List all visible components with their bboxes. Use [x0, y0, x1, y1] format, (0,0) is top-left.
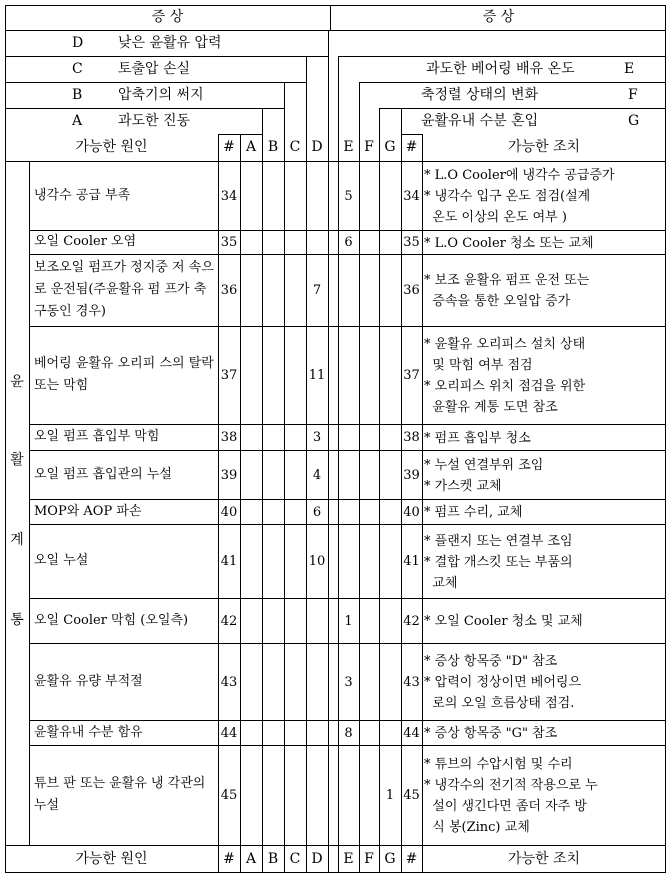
row-number-right: 41: [403, 554, 420, 569]
action-line: * 윤활유 오리피스 설치 상태: [424, 337, 586, 352]
row-number-right: 44: [403, 725, 420, 741]
cause-cell: 오일 펌프 흡입부 막힘: [34, 429, 160, 444]
col-a-footer: A: [245, 851, 257, 867]
row-number: 41: [220, 554, 238, 569]
row-number: 43: [220, 674, 238, 690]
cause-cell: 튜브 판 또는 윤활유 냉 각관의 누설: [34, 776, 206, 813]
symptom-title-left: 증 상: [151, 9, 184, 25]
col-b-footer: B: [267, 851, 279, 867]
action-line: 교체: [424, 575, 458, 591]
group-label-char: 윤: [10, 374, 24, 390]
row-number: 45: [220, 788, 238, 803]
row-number: 44: [220, 725, 238, 741]
symptom-d-rank: 7: [312, 283, 322, 298]
row-number-right: 39: [403, 467, 420, 483]
col-d-header: D: [311, 139, 323, 155]
col-c-footer: C: [289, 851, 301, 867]
symptom-b-label: 압축기의 써지: [118, 87, 204, 103]
col-c-header: C: [289, 139, 301, 155]
symptom-e-label: 과도한 베어링 배유 온도: [426, 61, 575, 77]
symptom-g-label: 윤활유내 수분 혼입: [421, 113, 539, 129]
symptom-d-rank: 3: [312, 430, 322, 445]
symptom-g-rank: 1: [385, 788, 395, 803]
col-action-header: 가능한 조치: [507, 139, 581, 155]
cause-cell: 오일 Cooler 오염: [34, 234, 137, 249]
row-number-right: 36: [403, 283, 420, 298]
action-line: * 결합 개스킷 또는 부품의: [424, 554, 573, 570]
action-line: * 가스켓 교체: [424, 478, 502, 494]
row-number-right: 40: [403, 504, 420, 520]
cause-cell: 베어링 윤활유 오리피 스의 탈락 또는 막힘: [34, 356, 214, 393]
row-number: 36: [220, 283, 238, 298]
row-number-right: 38: [403, 430, 420, 445]
symptom-d-label: 낮은 윤활유 압력: [118, 35, 222, 51]
action-line: 증속을 통한 오일압 증가: [424, 294, 571, 309]
symptom-d-rank: 4: [312, 467, 322, 483]
action-line: 및 막힘 여부 점검: [424, 358, 533, 373]
row-number-right: 43: [403, 674, 420, 690]
action-line: * 오리피스 위치 점검을 위한: [424, 379, 586, 394]
action-line: * 압력이 정상이면 베어링으: [424, 675, 582, 690]
symptom-d-rank: 6: [312, 504, 322, 520]
col-num2-header: #: [405, 139, 418, 155]
symptom-e-rank: 6: [344, 235, 353, 250]
action-line: * 증상 항목중 "G" 참조: [424, 726, 558, 741]
symptom-a-label: 과도한 진동: [118, 113, 191, 129]
row-number: 39: [220, 467, 238, 483]
action-line: * 튜브의 수압시험 및 수리: [424, 757, 573, 772]
symptom-g-code: G: [628, 113, 640, 129]
action-line: * 보조 윤활유 펌프 운전 또는: [424, 273, 590, 288]
col-g-footer: G: [384, 851, 396, 867]
cause-cell: 윤활유 유량 부적절: [34, 673, 143, 689]
action-line: 로의 오일 흐름상태 점검.: [424, 696, 575, 711]
symptom-d-rank: 11: [308, 368, 326, 383]
row-number: 40: [220, 504, 238, 520]
symptom-e-rank: 8: [344, 725, 353, 741]
action-line: 온도 이상의 온도 여부 ): [424, 210, 567, 225]
col-e-header: E: [343, 139, 354, 155]
action-line: * 플랜지 또는 연결부 조임: [424, 533, 573, 549]
row-number-right: 34: [403, 188, 420, 204]
col-cause-header: 가능한 원인: [75, 139, 148, 155]
col-f-footer: F: [364, 851, 374, 867]
symptom-e-rank: 3: [344, 674, 353, 690]
row-number: 34: [220, 188, 238, 204]
col-a-header: A: [245, 139, 257, 155]
action-line: * 냉각수의 전기적 작용으로 누: [424, 778, 598, 793]
row-number-right: 45: [403, 788, 420, 803]
col-num-header: #: [223, 139, 235, 155]
symptom-c-label: 토출압 손실: [118, 61, 191, 77]
row-number: 38: [220, 430, 238, 445]
symptom-c-code: C: [72, 61, 83, 77]
col-e-footer: E: [343, 851, 354, 867]
cause-cell: 보조오일 펌프가 정지중 저 속으로 운전됨(주윤활유 펌 프가 축구동인 경우): [34, 260, 214, 319]
cause-cell: 오일 누설: [34, 553, 89, 568]
row-number-right: 42: [403, 613, 420, 629]
action-line: * 펌프 수리, 교체: [424, 505, 523, 520]
row-number-right: 37: [403, 368, 420, 383]
symptom-f-label: 축정렬 상태의 변화: [421, 87, 539, 103]
symptom-a-code: A: [72, 113, 83, 129]
group-label-char: 통: [10, 612, 24, 628]
action-line: * L.O Cooler에 냉각수 공급증가: [424, 168, 615, 183]
cause-cell: 윤활유내 수분 함유: [34, 724, 143, 740]
row-number: 37: [220, 368, 238, 383]
row-number-right: 35: [403, 235, 420, 250]
action-line: 식 봉(Zinc) 교체: [424, 820, 530, 835]
action-line: * L.O Cooler 청소 또는 교체: [424, 235, 594, 251]
row-number: 35: [220, 235, 238, 250]
col-b-header: B: [267, 139, 279, 155]
action-line: 윤활유 계통 도면 참조: [424, 400, 558, 415]
cause-cell: 냉각수 공급 부족: [34, 187, 131, 203]
col-f-header: F: [364, 139, 374, 155]
col-d-footer: D: [311, 851, 323, 867]
symptom-e-code: E: [624, 61, 635, 77]
cause-cell: MOP와 AOP 파손: [34, 503, 142, 519]
symptom-d-rank: 10: [308, 554, 326, 569]
col-num-footer: #: [223, 851, 235, 867]
col-action-footer: 가능한 조치: [507, 851, 581, 867]
group-label-char: 계: [10, 532, 24, 548]
action-line: * 증상 항목중 "D" 참조: [424, 654, 558, 669]
action-line: * 펌프 흡입부 청소: [424, 430, 531, 446]
action-line: * 냉각수 입구 온도 점검(설계: [424, 189, 591, 204]
cause-cell: 오일 펌프 흡입관의 누설: [34, 466, 172, 482]
symptom-b-code: B: [72, 87, 83, 103]
symptom-f-code: F: [628, 87, 638, 103]
col-cause-footer: 가능한 원인: [75, 851, 148, 867]
cause-cell: 오일 Cooler 막힘 (오일측): [34, 612, 189, 628]
row-number: 42: [220, 613, 238, 629]
symptom-d-code: D: [72, 35, 84, 51]
action-line: * 누설 연결부위 조임: [424, 457, 544, 473]
group-label-char: 활: [10, 452, 24, 468]
col-g-header: G: [384, 139, 396, 155]
action-line: * 오일 Cooler 청소 및 교체: [424, 614, 583, 629]
symptom-title-right: 증 상: [482, 9, 515, 25]
symptom-e-rank: 5: [344, 188, 353, 204]
col-num2-footer: #: [405, 851, 418, 867]
action-line: 설이 생긴다면 좀더 자주 방: [424, 799, 587, 814]
symptom-e-rank: 1: [344, 613, 353, 629]
